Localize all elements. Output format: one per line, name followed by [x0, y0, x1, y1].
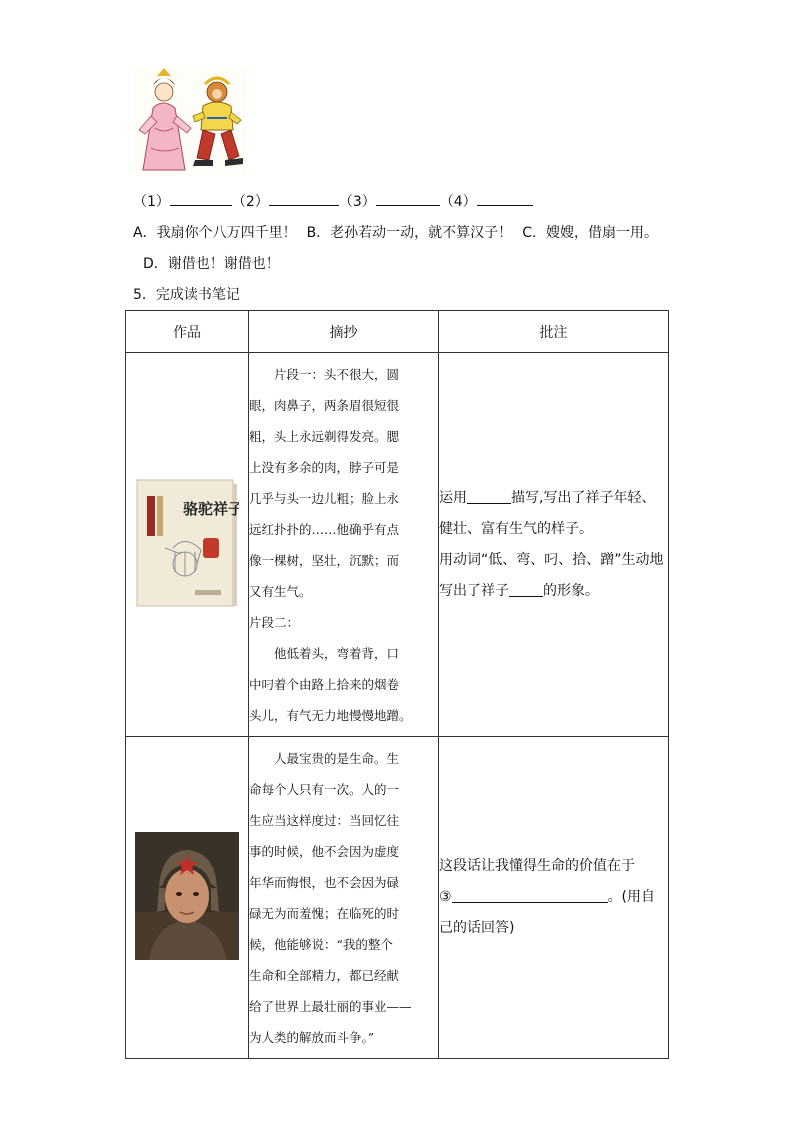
excerpt-2-line-6: 碌无为而羞愧；在临死的时	[249, 905, 400, 921]
excerpt-1-line-1: 片段一：头不很大，圆	[274, 366, 400, 382]
excerpt-1-line-5: 几乎与头一边儿粗；脸上永	[249, 490, 400, 506]
option-d: D．谢借也！谢借也！	[143, 256, 280, 272]
camel-xiangzi-book-cover	[135, 478, 239, 608]
answer-blank-1[interactable]	[170, 191, 232, 206]
excerpt-2-line-5: 年华而悔恨，也不会因为碌	[249, 874, 400, 890]
excerpt-2-line-4: 事的时候，他不会因为虚度	[249, 843, 400, 859]
excerpt-1-line-2: 眼，肉鼻子，两条眉很短很	[249, 397, 400, 413]
excerpt-1-line-11: 中叼着个由路上拾来的烟卷	[249, 676, 400, 692]
comment-1-para-1: 运用 描写,写出了祥子年轻、健壮、富有生气的样子。	[439, 483, 668, 545]
reading-notes-table	[125, 310, 669, 1059]
excerpt-2-line-8: 生命和全部精力，都已经献	[249, 967, 400, 983]
answer-blank-4[interactable]	[477, 191, 533, 206]
option-b: B．老孙若动一动，就不算汉子！	[306, 225, 513, 241]
excerpt-2-line-2: 命每个人只有一次。人的一	[249, 781, 400, 797]
answer-blanks-line	[133, 191, 533, 212]
comment-cell-1	[439, 353, 669, 737]
comment-cell-2	[439, 737, 669, 1059]
comment-2-para: 这段话让我懂得生命的价值在于 ③ 。(用自己的话回答)	[439, 858, 656, 936]
option-c: C．嫂嫂，借扇一用。	[522, 225, 658, 241]
excerpt-1-line-6: 远红扑扑的……他确乎有点	[249, 521, 400, 537]
book-title-text: 骆驼祥子	[182, 499, 239, 518]
excerpt-1-line-9: 片段二：	[249, 614, 300, 630]
blank-label-2: （2）	[231, 194, 269, 210]
header-comment: 批注	[439, 311, 669, 353]
header-work: 作品	[126, 311, 249, 353]
excerpt-2-line-10: 为人类的解放而斗争。”	[249, 1029, 375, 1045]
comment-blank-2[interactable]	[509, 580, 543, 597]
excerpt-1-line-12: 头儿，有气无力地慢慢地蹭。	[249, 707, 412, 723]
excerpt-1-line-4: 上没有多余的肉，脖子可是	[249, 459, 400, 475]
excerpt-2-line-9: 给了世界上最壮丽的事业——	[249, 998, 412, 1014]
blank-label-3: （3）	[338, 194, 376, 210]
header-excerpt: 摘抄	[249, 311, 439, 353]
excerpt-2-line-3: 生应当这样度过：当回忆往	[249, 812, 400, 828]
options-line-1	[133, 223, 658, 243]
excerpt-1-line-10: 他低着头，弯着背，口	[274, 645, 400, 661]
excerpt-2-line-1: 人最宝贵的是生命。生	[274, 750, 400, 766]
opera-characters-illustration	[133, 68, 247, 176]
circle-marker-3: ③	[439, 889, 452, 905]
blank-label-1: （1）	[133, 194, 170, 210]
option-a: A．我扇你个八万四千里！	[133, 225, 297, 241]
answer-blank-2[interactable]	[269, 191, 339, 206]
question-5-title: 5．完成读书笔记	[133, 287, 240, 303]
excerpt-cell-1	[249, 353, 439, 737]
excerpt-1-line-7: 像一棵树，坚壮，沉默；而	[249, 552, 400, 568]
comment-blank-3[interactable]	[452, 886, 608, 903]
comment-blank-1[interactable]	[467, 487, 511, 504]
comment-1-para-2: 用动词“低、弯、叼、拾、蹭”生动地写出了祥子 的形象。	[439, 551, 664, 599]
work-cell-1	[126, 353, 249, 737]
excerpt-2-line-7: 候，他能够说：“我的整个	[249, 936, 393, 952]
excerpt-1-line-3: 粗，头上永远剃得发亮。腮	[249, 428, 400, 444]
work-cell-2	[126, 737, 249, 1059]
answer-blank-3[interactable]	[376, 191, 440, 206]
blank-label-4: （4）	[439, 194, 477, 210]
excerpt-1-line-8: 又有生气。	[249, 583, 312, 599]
excerpt-cell-2	[249, 737, 439, 1059]
pavel-korchagin-photo	[135, 832, 239, 960]
